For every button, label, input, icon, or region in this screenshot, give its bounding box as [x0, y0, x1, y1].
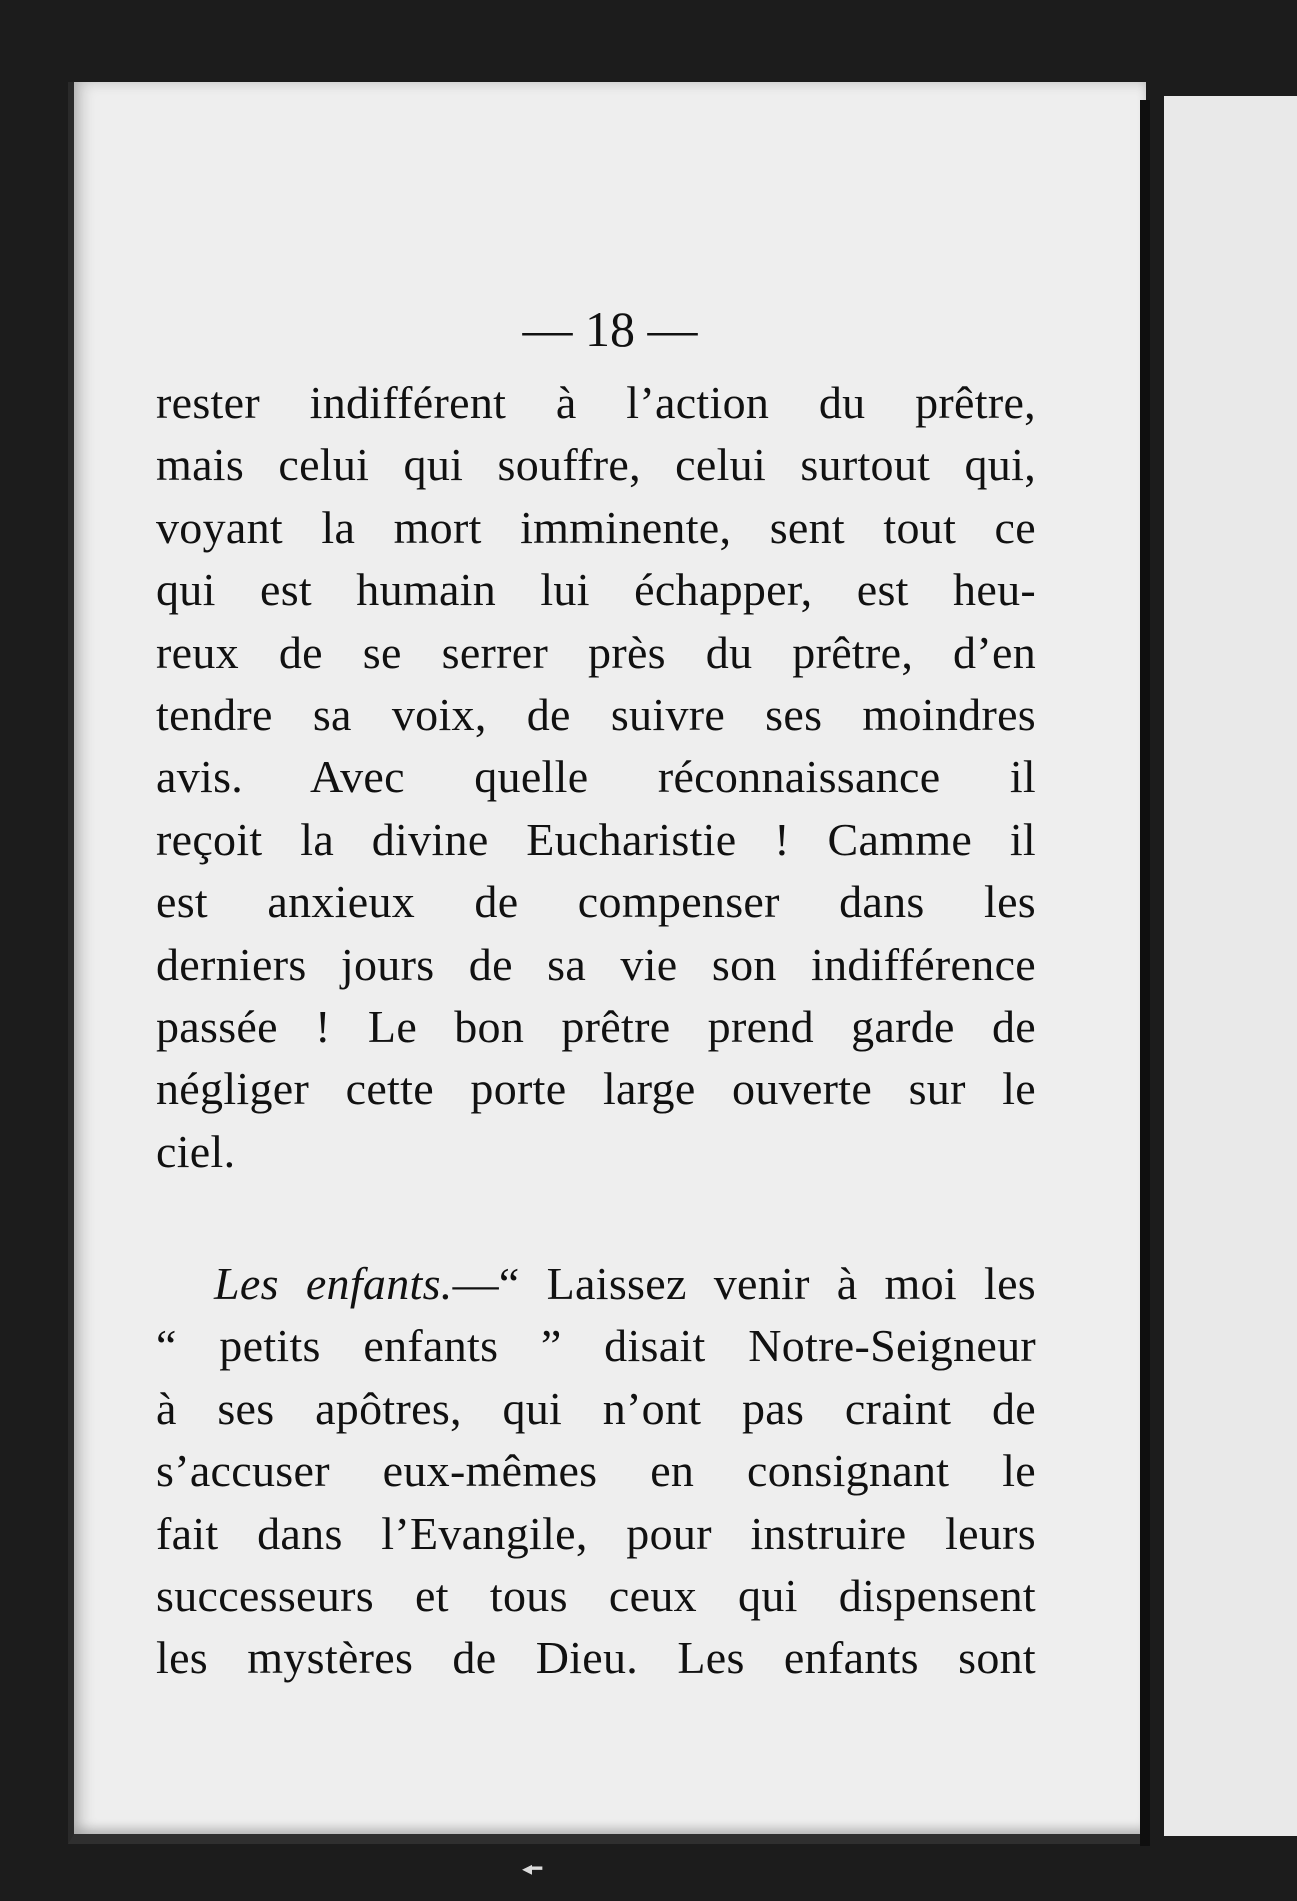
book-page: [68, 82, 1146, 1844]
text-line: s’accuser eux-mêmes en consignant le: [156, 1445, 1036, 1497]
text-line: est anxieux de compenser dans les: [156, 876, 1036, 928]
text-line: les mystères de Dieu. Les enfants sont: [156, 1632, 1036, 1684]
text-line: qui est humain lui échapper, est heu-: [156, 564, 1036, 616]
scan-artifact-mark: ◂━: [522, 1856, 541, 1880]
text-line-heading: [156, 1253, 1036, 1315]
text-line: reçoit la divine Eucharistie ! Camme il: [156, 813, 1036, 865]
text-line: “ petits enfants ” disait Notre-Seigneur: [156, 1320, 1036, 1372]
section-heading: Les enfants.: [214, 1258, 453, 1310]
text-line: fait dans l’Evangile, pour instruire leurs: [156, 1507, 1036, 1559]
text-line: rester indifférent à l’action du prêtre,: [156, 377, 1036, 428]
text-line: négliger cette porte large ouverte sur le: [156, 1063, 1036, 1115]
text-line: derniers jours de sa vie son indifférence: [156, 938, 1036, 990]
page-edge-rule: [1140, 100, 1150, 1846]
heading-line-rest: —“ Laissez venir à moi les: [452, 1258, 1036, 1310]
text-line: reux de se serrer près du prêtre, d’en: [156, 626, 1036, 678]
text-line: avis. Avec quelle réconnaissance il: [156, 751, 1036, 803]
page-text: [156, 372, 1036, 1690]
text-line: à ses apôtres, qui n’ont pas craint de: [156, 1382, 1036, 1434]
text-line: voyant la mort imminente, sent tout ce: [156, 501, 1036, 553]
paragraph-1: [156, 372, 1036, 1183]
text-line: successeurs et tous ceux qui dispensent: [156, 1570, 1036, 1622]
text-line: tendre sa voix, de suivre ses moindres: [156, 688, 1036, 740]
text-line: ciel.: [156, 1125, 236, 1177]
paragraph-gap: [156, 1183, 1036, 1253]
text-line: mais celui qui souffre, celui surtout qui,: [156, 439, 1036, 491]
page-number: — 18 —: [522, 301, 698, 357]
paragraph-2: [156, 1253, 1036, 1690]
adjacent-page: [1164, 96, 1297, 1836]
text-line: passée ! Le bon prêtre prend garde de: [156, 1000, 1036, 1052]
